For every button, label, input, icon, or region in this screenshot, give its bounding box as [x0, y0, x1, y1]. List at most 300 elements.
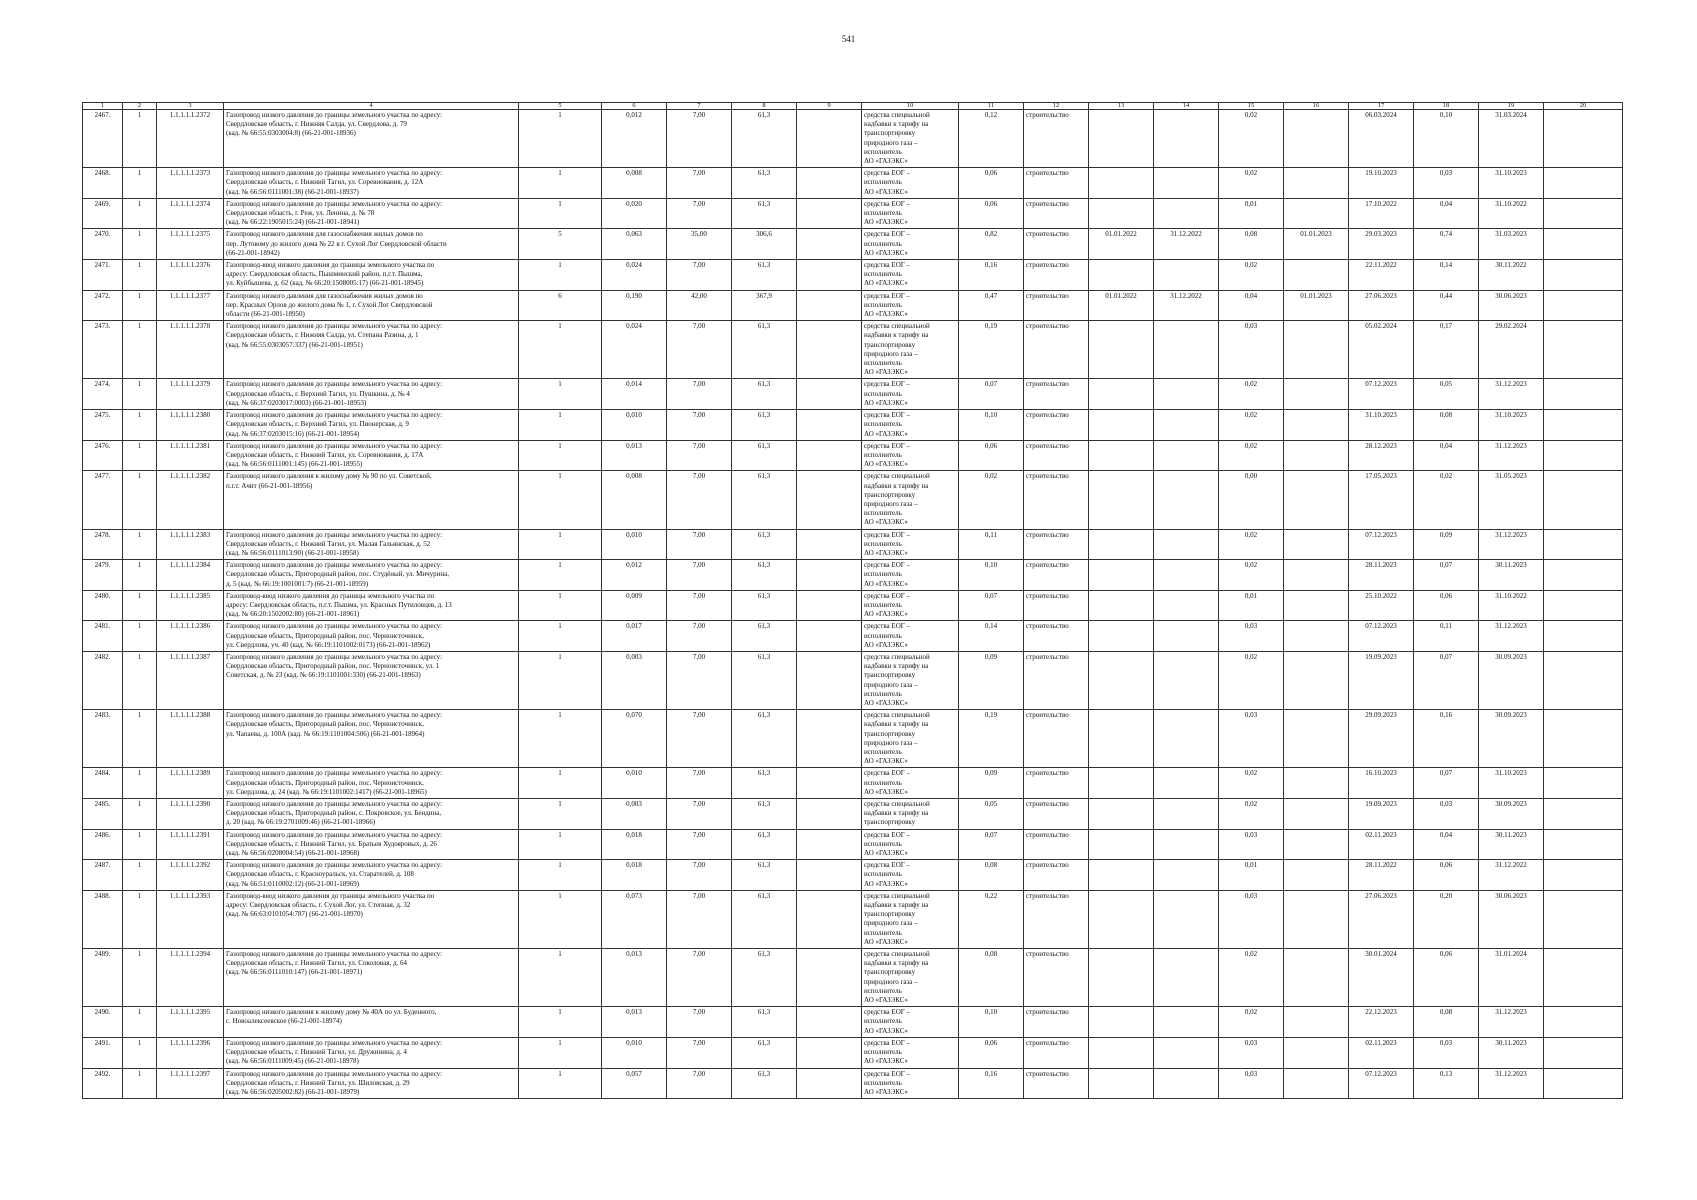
project-description-cell: Газопровод низкого давления до границы земельного участка по адресу: Свердловская область, г. Нижний Тагил, ул. Соревнования, д. 12А (кад. № 66:56:0111001:38) (66-21-001-18937) [224, 168, 519, 199]
project-code-cell: 1.1.1.1.1.2391 [157, 829, 224, 860]
cell-col-19: 30.11.2023 [1479, 829, 1544, 860]
cell-col-17: 29.03.2023 [1349, 229, 1414, 260]
work-type-cell: строительство [1024, 651, 1089, 709]
cell-col-18: 0,08 [1414, 410, 1479, 441]
cell-col-16: 01.01.2023 [1284, 290, 1349, 321]
cell-col-13 [1089, 321, 1154, 379]
cell-col-14: 31.12.2022 [1154, 229, 1219, 260]
cell-col-6: 0,020 [602, 198, 667, 229]
cell-col-20 [1544, 529, 1623, 560]
cell-col-17: 19.10.2023 [1349, 168, 1414, 199]
cell-col-7: 7,00 [667, 410, 732, 441]
cell-col-13 [1089, 860, 1154, 891]
cell-col-6: 0,010 [602, 529, 667, 560]
cell-col-5: 1 [519, 260, 602, 291]
cell-col-19: 30.11.2023 [1479, 560, 1544, 591]
cell-col-6: 0,013 [602, 1007, 667, 1038]
row-number-cell: 2483. [83, 710, 123, 768]
work-type-cell: строительство [1024, 168, 1089, 199]
cell-col-16 [1284, 829, 1349, 860]
column-header: 11 [959, 103, 1024, 110]
cell-col-11: 0,82 [959, 229, 1024, 260]
cell-col-5: 1 [519, 440, 602, 471]
cell-col-2: 1 [123, 290, 157, 321]
cell-col-14 [1154, 621, 1219, 652]
work-type-cell: строительство [1024, 321, 1089, 379]
cell-col-2: 1 [123, 410, 157, 441]
cell-col-7: 7,00 [667, 710, 732, 768]
cell-col-15: 0,03 [1219, 321, 1284, 379]
row-number-cell: 2475. [83, 410, 123, 441]
funding-source-cell: средства ЕОГ – исполнитель АО «ГАЗЭКС» [862, 1007, 959, 1038]
cell-col-7: 7,00 [667, 560, 732, 591]
cell-col-20 [1544, 710, 1623, 768]
cell-col-18: 0,07 [1414, 651, 1479, 709]
cell-col-6: 0,013 [602, 949, 667, 1007]
cell-col-6: 0,010 [602, 410, 667, 441]
cell-col-20 [1544, 768, 1623, 799]
cell-col-15: 0,01 [1219, 198, 1284, 229]
project-description-cell: Газопровод низкого давления до границы земельного участка по адресу: Свердловская область, г. Реж, ул. Ленина, д. № 78 (кад. № 66:22:1905015:24) (66-21-001-18941) [224, 198, 519, 229]
cell-col-18: 0,07 [1414, 560, 1479, 591]
work-type-cell: строительство [1024, 1068, 1089, 1099]
cell-col-19: 30.11.2023 [1479, 1037, 1544, 1068]
cell-col-5: 1 [519, 198, 602, 229]
funding-source-cell: средства ЕОГ – исполнитель АО «ГАЗЭКС» [862, 168, 959, 199]
project-code-cell: 1.1.1.1.1.2379 [157, 379, 224, 410]
cell-col-18: 0,04 [1414, 440, 1479, 471]
cell-col-17: 16.10.2023 [1349, 768, 1414, 799]
cell-col-9 [797, 1037, 862, 1068]
cell-col-17: 05.02.2024 [1349, 321, 1414, 379]
cell-col-5: 1 [519, 1068, 602, 1099]
funding-source-cell: средства специальной надбавки к тарифу на транспортировку природного газа – исполнитель АО «ГАЗЭКС» [862, 471, 959, 529]
cell-col-9 [797, 651, 862, 709]
row-number-cell: 2489. [83, 949, 123, 1007]
cell-col-15: 0,08 [1219, 229, 1284, 260]
cell-col-5: 1 [519, 949, 602, 1007]
cell-col-17: 29.09.2023 [1349, 710, 1414, 768]
cell-col-20 [1544, 321, 1623, 379]
table-row [83, 949, 1623, 1007]
project-code-cell: 1.1.1.1.1.2390 [157, 799, 224, 830]
cell-col-6: 0,010 [602, 1037, 667, 1068]
cell-col-2: 1 [123, 168, 157, 199]
cell-col-6: 0,012 [602, 560, 667, 591]
cell-col-2: 1 [123, 440, 157, 471]
funding-source-cell: средства ЕОГ – исполнитель АО «ГАЗЭКС» [862, 229, 959, 260]
cell-col-18: 0,04 [1414, 198, 1479, 229]
cell-col-6: 0,018 [602, 860, 667, 891]
project-description-cell: Газопровод низкого давления до границы земельного участка по адресу: Свердловская область, г. Нижний Тагил, ул. Шиловская, д. 29 (кад. № 66:56:0205002:82) (66-21-001-18979) [224, 1068, 519, 1099]
row-number-cell: 2484. [83, 768, 123, 799]
project-description-cell: Газопровод-ввод низкого давления до границы земельного участка по адресу: Свердловская область, п.г.т. Пышма, ул. Красных Путиловцев, д. 13 (кад. № 66:20:1502002:80) (66-21-001-18961) [224, 590, 519, 621]
cell-col-15: 0,03 [1219, 829, 1284, 860]
cell-col-18: 0,02 [1414, 471, 1479, 529]
project-description-cell: Газопровод низкого давления до границы земельного участка по адресу: Свердловская область, г. Нижняя Салда, ул. Свердлова, д. 79 (кад. № 66:55:0303004:8) (66-21-001-18936) [224, 110, 519, 168]
cell-col-9 [797, 590, 862, 621]
project-code-cell: 1.1.1.1.1.2381 [157, 440, 224, 471]
cell-col-8: 61,3 [732, 710, 797, 768]
funding-source-cell: средства ЕОГ – исполнитель АО «ГАЗЭКС» [862, 260, 959, 291]
cell-col-8: 61,3 [732, 799, 797, 830]
cell-col-19: 31.12.2023 [1479, 379, 1544, 410]
cell-col-11: 0,07 [959, 829, 1024, 860]
work-type-cell: строительство [1024, 560, 1089, 591]
cell-col-18: 0,03 [1414, 799, 1479, 830]
row-number-cell: 2476. [83, 440, 123, 471]
table-row [83, 229, 1623, 260]
cell-col-18: 0,09 [1414, 529, 1479, 560]
cell-col-9 [797, 471, 862, 529]
project-description-cell: Газопровод низкого давления к жилому дому № 40А по ул. Буденного, с. Новоалексеевское (66-21-001-18974) [224, 1007, 519, 1038]
cell-col-11: 0,06 [959, 440, 1024, 471]
cell-col-18: 0,11 [1414, 621, 1479, 652]
table-row [83, 651, 1623, 709]
cell-col-14 [1154, 471, 1219, 529]
cell-col-20 [1544, 799, 1623, 830]
cell-col-5: 1 [519, 168, 602, 199]
cell-col-20 [1544, 860, 1623, 891]
cell-col-20 [1544, 829, 1623, 860]
cell-col-19: 31.10.2023 [1479, 768, 1544, 799]
funding-source-cell: средства специальной надбавки к тарифу на транспортировку природного газа – исполнитель АО «ГАЗЭКС» [862, 110, 959, 168]
cell-col-18: 0,14 [1414, 260, 1479, 291]
cell-col-6: 0,014 [602, 379, 667, 410]
cell-col-2: 1 [123, 560, 157, 591]
column-header: 8 [732, 103, 797, 110]
funding-source-cell: средства ЕОГ – исполнитель АО «ГАЗЭКС» [862, 410, 959, 441]
table-row [83, 590, 1623, 621]
cell-col-19: 30.09.2023 [1479, 651, 1544, 709]
cell-col-13 [1089, 440, 1154, 471]
cell-col-15: 0,00 [1219, 471, 1284, 529]
cell-col-15: 0,02 [1219, 379, 1284, 410]
funding-source-cell: средства ЕОГ – исполнитель АО «ГАЗЭКС» [862, 198, 959, 229]
funding-source-cell: средства ЕОГ – исполнитель АО «ГАЗЭКС» [862, 440, 959, 471]
cell-col-13 [1089, 110, 1154, 168]
cell-col-6: 0,013 [602, 440, 667, 471]
cell-col-9 [797, 440, 862, 471]
cell-col-20 [1544, 1037, 1623, 1068]
cell-col-18: 0,16 [1414, 710, 1479, 768]
project-code-cell: 1.1.1.1.1.2372 [157, 110, 224, 168]
work-type-cell: строительство [1024, 471, 1089, 529]
cell-col-7: 7,00 [667, 949, 732, 1007]
cell-col-5: 1 [519, 1037, 602, 1068]
cell-col-7: 7,00 [667, 379, 732, 410]
cell-col-16 [1284, 621, 1349, 652]
table-row [83, 529, 1623, 560]
cell-col-19: 31.10.2023 [1479, 410, 1544, 441]
cell-col-18: 0,05 [1414, 379, 1479, 410]
cell-col-8: 61,3 [732, 321, 797, 379]
column-header: 4 [224, 103, 519, 110]
project-description-cell: Газопровод низкого давления для газоснабжения жилых домов по пер. Лутовому до жилого дома № 22 в г. Сухой Лог Свердловской области (66-21-001-18942) [224, 229, 519, 260]
cell-col-2: 1 [123, 1007, 157, 1038]
cell-col-20 [1544, 949, 1623, 1007]
cell-col-20 [1544, 379, 1623, 410]
row-number-cell: 2491. [83, 1037, 123, 1068]
cell-col-17: 19.09.2023 [1349, 799, 1414, 830]
cell-col-7: 7,00 [667, 1007, 732, 1038]
cell-col-15: 0,02 [1219, 1007, 1284, 1038]
project-description-cell: Газопровод низкого давления до границы земельного участка по адресу: Свердловская область, Пригородный район, пос. Студёный, ул. Мичурина, д. 5 (кад. № 66:19:1001001:7) (66-21-001-18959) [224, 560, 519, 591]
work-type-cell: строительство [1024, 290, 1089, 321]
cell-col-2: 1 [123, 529, 157, 560]
cell-col-9 [797, 829, 862, 860]
column-header: 7 [667, 103, 732, 110]
cell-col-17: 07.12.2023 [1349, 621, 1414, 652]
row-number-cell: 2472. [83, 290, 123, 321]
row-number-cell: 2481. [83, 621, 123, 652]
cell-col-2: 1 [123, 1068, 157, 1099]
cell-col-15: 0,02 [1219, 440, 1284, 471]
project-code-cell: 1.1.1.1.1.2380 [157, 410, 224, 441]
project-description-cell: Газопровод низкого давления до границы земельного участка по адресу: Свердловская область, г. Верхний Тагил, ул. Пушкина, д. № 4 (кад. № 66:37:0203017:0003) (66-21-001-18953) [224, 379, 519, 410]
cell-col-17: 30.01.2024 [1349, 949, 1414, 1007]
cell-col-7: 7,00 [667, 529, 732, 560]
table-row [83, 890, 1623, 948]
cell-col-11: 0,14 [959, 621, 1024, 652]
cell-col-8: 61,3 [732, 198, 797, 229]
cell-col-14 [1154, 590, 1219, 621]
cell-col-5: 1 [519, 1007, 602, 1038]
work-type-cell: строительство [1024, 1037, 1089, 1068]
cell-col-13 [1089, 471, 1154, 529]
project-code-cell: 1.1.1.1.1.2378 [157, 321, 224, 379]
cell-col-16 [1284, 198, 1349, 229]
column-header: 3 [157, 103, 224, 110]
work-type-cell: строительство [1024, 710, 1089, 768]
cell-col-16 [1284, 590, 1349, 621]
cell-col-20 [1544, 168, 1623, 199]
work-type-cell: строительство [1024, 1007, 1089, 1038]
cell-col-20 [1544, 410, 1623, 441]
cell-col-2: 1 [123, 471, 157, 529]
cell-col-5: 1 [519, 768, 602, 799]
cell-col-19: 31.03.2024 [1479, 110, 1544, 168]
row-number-cell: 2478. [83, 529, 123, 560]
cell-col-19: 30.09.2023 [1479, 710, 1544, 768]
cell-col-8: 61,3 [732, 260, 797, 291]
column-header: 14 [1154, 103, 1219, 110]
column-header: 20 [1544, 103, 1623, 110]
work-type-cell: строительство [1024, 379, 1089, 410]
cell-col-7: 7,00 [667, 860, 732, 891]
cell-col-2: 1 [123, 621, 157, 652]
project-description-cell: Газопровод низкого давления до границы земельного участка по адресу: Свердловская область, г. Верхний Тагил, ул. Пионерская, д. 9 (кад. № 66:37:0203015:16) (66-21-001-18954) [224, 410, 519, 441]
work-type-cell: строительство [1024, 260, 1089, 291]
row-number-cell: 2468. [83, 168, 123, 199]
cell-col-5: 1 [519, 110, 602, 168]
row-number-cell: 2492. [83, 1068, 123, 1099]
project-description-cell: Газопровод низкого давления до границы земельного участка по адресу: Свердловская область, Пригородный район, с. Покровское, ул. Бендина, д. 20 (кад. № 66:19:2701009:46) (66-21-001-18966) [224, 799, 519, 830]
cell-col-9 [797, 168, 862, 199]
project-description-cell: Газопровод низкого давления к жилому дому № 90 по ул. Советской, п.г.т. Ачит (66-21-001-18956) [224, 471, 519, 529]
row-number-cell: 2467. [83, 110, 123, 168]
cell-col-7: 7,00 [667, 890, 732, 948]
cell-col-16 [1284, 710, 1349, 768]
cell-col-2: 1 [123, 198, 157, 229]
column-header: 13 [1089, 103, 1154, 110]
cell-col-11: 0,07 [959, 590, 1024, 621]
cell-col-11: 0,06 [959, 168, 1024, 199]
cell-col-6: 0,057 [602, 1068, 667, 1099]
cell-col-9 [797, 621, 862, 652]
cell-col-8: 61,3 [732, 1007, 797, 1038]
cell-col-2: 1 [123, 949, 157, 1007]
project-code-cell: 1.1.1.1.1.2384 [157, 560, 224, 591]
cell-col-9 [797, 379, 862, 410]
cell-col-11: 0,08 [959, 949, 1024, 1007]
column-header: 1 [83, 103, 123, 110]
cell-col-13 [1089, 590, 1154, 621]
cell-col-11: 0,08 [959, 860, 1024, 891]
cell-col-5: 6 [519, 290, 602, 321]
cell-col-6: 0,017 [602, 621, 667, 652]
cell-col-14 [1154, 440, 1219, 471]
project-code-cell: 1.1.1.1.1.2389 [157, 768, 224, 799]
work-type-cell: строительство [1024, 529, 1089, 560]
cell-col-11: 0,02 [959, 471, 1024, 529]
cell-col-19: 30.06.2023 [1479, 890, 1544, 948]
cell-col-18: 0,03 [1414, 1037, 1479, 1068]
cell-col-15: 0,02 [1219, 799, 1284, 830]
table-row [83, 710, 1623, 768]
cell-col-13 [1089, 379, 1154, 410]
cell-col-17: 25.10.2022 [1349, 590, 1414, 621]
cell-col-16: 01.01.2023 [1284, 229, 1349, 260]
cell-col-2: 1 [123, 890, 157, 948]
cell-col-20 [1544, 1068, 1623, 1099]
cell-col-19: 31.12.2023 [1479, 1007, 1544, 1038]
funding-source-cell: средства специальной надбавки к тарифу на транспортировку природного газа – исполнитель АО «ГАЗЭКС» [862, 321, 959, 379]
cell-col-5: 1 [519, 890, 602, 948]
project-code-cell: 1.1.1.1.1.2376 [157, 260, 224, 291]
cell-col-15: 0,02 [1219, 260, 1284, 291]
cell-col-15: 0,01 [1219, 590, 1284, 621]
cell-col-7: 7,00 [667, 110, 732, 168]
project-description-cell: Газопровод низкого давления до границы земельного участка по адресу: Свердловская область, г. Нижний Тагил, ул. Братьев Худояровых, д. 26 (кад. № 66:56:0208004:54) (66-21-001-18968) [224, 829, 519, 860]
cell-col-11: 0,10 [959, 560, 1024, 591]
cell-col-18: 0,10 [1414, 110, 1479, 168]
cell-col-17: 31.10.2023 [1349, 410, 1414, 441]
cell-col-5: 1 [519, 590, 602, 621]
row-number-cell: 2487. [83, 860, 123, 891]
cell-col-5: 1 [519, 379, 602, 410]
cell-col-5: 1 [519, 710, 602, 768]
cell-col-19: 30.09.2023 [1479, 799, 1544, 830]
cell-col-20 [1544, 1007, 1623, 1038]
table-row [83, 379, 1623, 410]
row-number-cell: 2480. [83, 590, 123, 621]
work-type-cell: строительство [1024, 590, 1089, 621]
table-row [83, 321, 1623, 379]
cell-col-13 [1089, 168, 1154, 199]
work-type-cell: строительство [1024, 799, 1089, 830]
cell-col-9 [797, 710, 862, 768]
funding-source-cell: средства специальной надбавки к тарифу на транспортировку [862, 799, 959, 830]
work-type-cell: строительство [1024, 829, 1089, 860]
cell-col-6: 0,190 [602, 290, 667, 321]
cell-col-8: 61,3 [732, 379, 797, 410]
cell-col-14 [1154, 1068, 1219, 1099]
cell-col-15: 0,02 [1219, 529, 1284, 560]
cell-col-17: 17.05.2023 [1349, 471, 1414, 529]
cell-col-7: 7,00 [667, 590, 732, 621]
table-row [83, 860, 1623, 891]
cell-col-15: 0,02 [1219, 110, 1284, 168]
cell-col-9 [797, 1068, 862, 1099]
table-row [83, 440, 1623, 471]
cell-col-9 [797, 949, 862, 1007]
work-type-cell: строительство [1024, 229, 1089, 260]
funding-source-cell: средства ЕОГ – исполнитель АО «ГАЗЭКС» [862, 768, 959, 799]
cell-col-6: 0,018 [602, 829, 667, 860]
row-number-cell: 2471. [83, 260, 123, 291]
cell-col-17: 22.12.2023 [1349, 1007, 1414, 1038]
cell-col-9 [797, 110, 862, 168]
cell-col-15: 0,03 [1219, 1037, 1284, 1068]
project-code-cell: 1.1.1.1.1.2397 [157, 1068, 224, 1099]
cell-col-8: 61,3 [732, 949, 797, 1007]
cell-col-5: 1 [519, 471, 602, 529]
table-row [83, 260, 1623, 291]
funding-source-cell: средства ЕОГ – исполнитель АО «ГАЗЭКС» [862, 621, 959, 652]
cell-col-8: 61,3 [732, 560, 797, 591]
table-row [83, 410, 1623, 441]
cell-col-16 [1284, 321, 1349, 379]
cell-col-9 [797, 321, 862, 379]
cell-col-14 [1154, 890, 1219, 948]
work-type-cell: строительство [1024, 860, 1089, 891]
cell-col-14 [1154, 710, 1219, 768]
cell-col-15: 0,02 [1219, 560, 1284, 591]
cell-col-13 [1089, 651, 1154, 709]
cell-col-6: 0,024 [602, 321, 667, 379]
work-type-cell: строительство [1024, 198, 1089, 229]
cell-col-17: 22.11.2022 [1349, 260, 1414, 291]
cell-col-19: 30.06.2023 [1479, 290, 1544, 321]
row-number-cell: 2479. [83, 560, 123, 591]
project-code-cell: 1.1.1.1.1.2393 [157, 890, 224, 948]
cell-col-16 [1284, 1037, 1349, 1068]
cell-col-20 [1544, 229, 1623, 260]
cell-col-11: 0,12 [959, 110, 1024, 168]
cell-col-9 [797, 799, 862, 830]
cell-col-20 [1544, 440, 1623, 471]
funding-source-cell: средства ЕОГ – исполнитель АО «ГАЗЭКС» [862, 1068, 959, 1099]
project-code-cell: 1.1.1.1.1.2375 [157, 229, 224, 260]
cell-col-16 [1284, 379, 1349, 410]
cell-col-13 [1089, 799, 1154, 830]
cell-col-5: 5 [519, 229, 602, 260]
table-row [83, 110, 1623, 168]
cell-col-2: 1 [123, 860, 157, 891]
cell-col-6: 0,073 [602, 890, 667, 948]
cell-col-19: 31.10.2023 [1479, 168, 1544, 199]
cell-col-13 [1089, 260, 1154, 291]
funding-source-cell: средства ЕОГ – исполнитель АО «ГАЗЭКС» [862, 560, 959, 591]
table-row [83, 829, 1623, 860]
cell-col-15: 0,03 [1219, 1068, 1284, 1099]
cell-col-14 [1154, 529, 1219, 560]
cell-col-8: 61,3 [732, 768, 797, 799]
cell-col-2: 1 [123, 590, 157, 621]
cell-col-19: 31.03.2023 [1479, 229, 1544, 260]
cell-col-7: 7,00 [667, 260, 732, 291]
